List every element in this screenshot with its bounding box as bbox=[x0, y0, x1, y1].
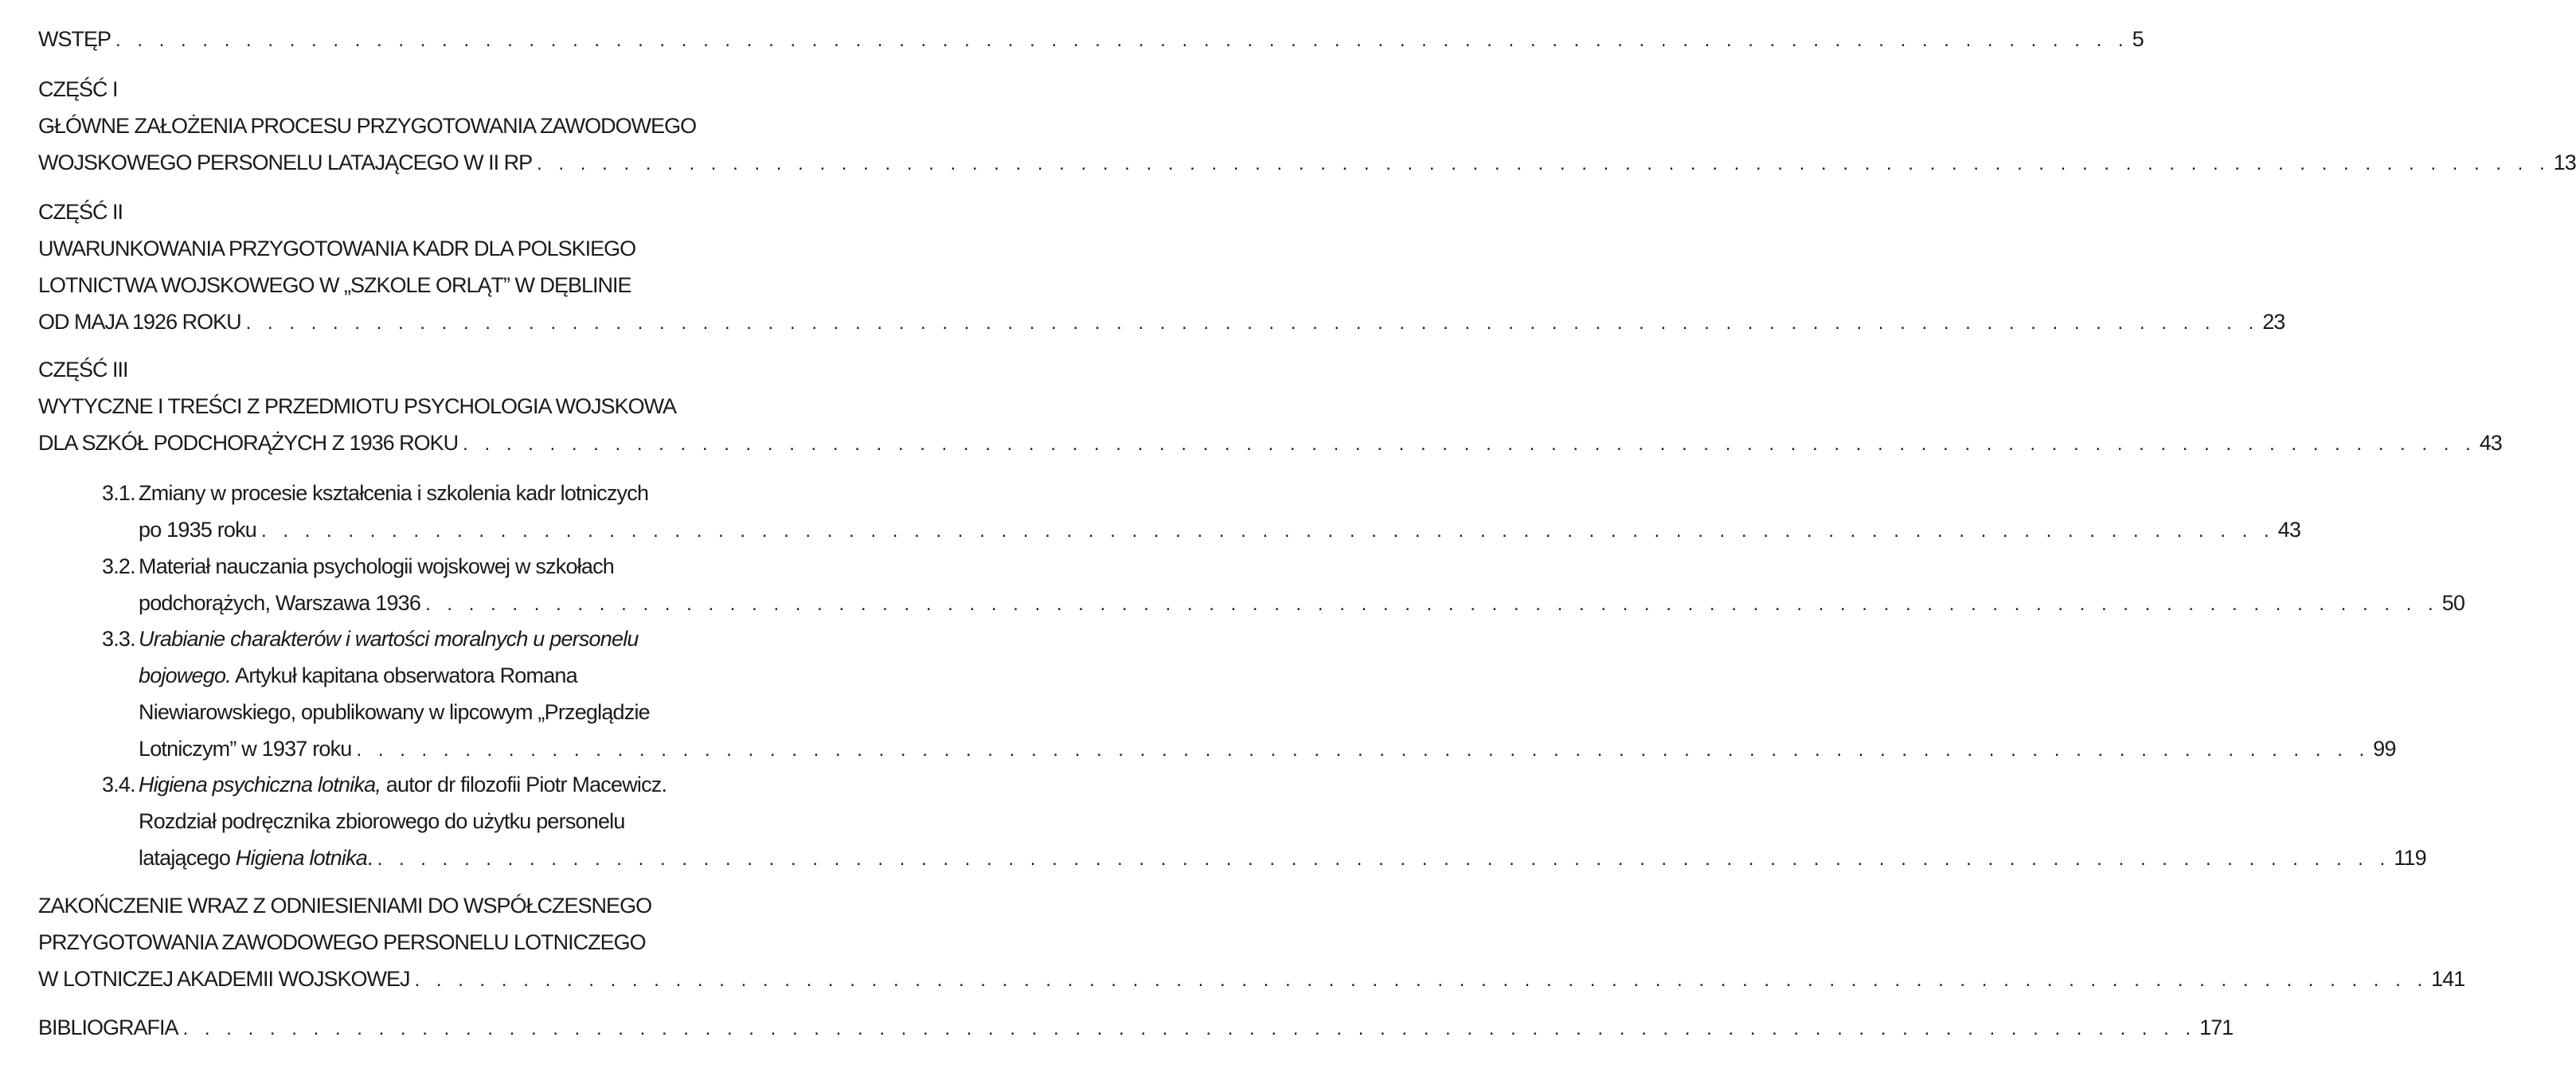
entry-title-line: LOTNICTWA WOJSKOWEGO W „SZKOLE ORLĄT” W DĘBLINIE bbox=[38, 273, 631, 297]
page-number: 43 bbox=[2479, 431, 2502, 455]
dot-leader: . . . . . . . . . . . . . . . . . . . . . . . . . . . . . . . . . . . . . . . . . . . . . . . . . . . . . . . . . . . . . . . . . . . . . . . . . . . . . . . . . . . . . . . . . . . . . bbox=[245, 312, 2260, 334]
toc-line bbox=[102, 585, 2465, 621]
subentry-title-cont: Lotniczym” w 1937 roku bbox=[139, 737, 352, 761]
entry-title-line: DLA SZKÓŁ PODCHORĄŻYCH Z 1936 ROKU bbox=[38, 431, 459, 455]
subentry-title-italic: Urabianie charakterów i wartości moralnych u personelu bbox=[139, 627, 639, 651]
entry-title-line: UWARUNKOWANIA PRZYGOTOWANIA KADR DLA POLSKIEGO bbox=[38, 237, 636, 260]
page-number: 23 bbox=[2262, 310, 2285, 334]
toc-entry-czesc-3[interactable] bbox=[38, 351, 2502, 461]
subentry-number: 3.1. bbox=[102, 481, 135, 505]
dot-leader: . . . . . . . . . . . . . . . . . . . . . . . . . . . . . . . . . . . . . . . . . . . . . . . . . . . . . . . . . . . . . . . . . . . . . . . . . . . . . . . . . . . . . . . . . . . . . bbox=[377, 848, 2391, 870]
dot-leader: . . . . . . . . . . . . . . . . . . . . . . . . . . . . . . . . . . . . . . . . . . . . . . . . . . . . . . . . . . . . . . . . . . . . . . . . . . . . . . . . . . . . . . . . . . . . . bbox=[425, 593, 2439, 615]
entry-title-line: GŁÓWNE ZAŁOŻENIA PROCESU PRZYGOTOWANIA ZAWODOWEGO bbox=[38, 114, 697, 138]
subentry-first-line bbox=[102, 766, 763, 803]
entry-title-line: WOJSKOWEGO PERSONELU LATAJĄCEGO W II RP bbox=[38, 151, 533, 174]
dot-leader: . . . . . . . . . . . . . . . . . . . . . . . . . . . . . . . . . . . . . . . . . . . . . . . . . . . . . . . . . . . . . . . . . . . . . . . . . . . . . . . . . . . . . . . . . . . . . bbox=[182, 1018, 2197, 1039]
toc-line bbox=[38, 1009, 2234, 1046]
dot-leader: . . . . . . . . . . . . . . . . . . . . . . . . . . . . . . . . . . . . . . . . . . . . . . . . . . . . . . . . . . . . . . . . . . . . . . . . . . . . . . . . . . . . . . . . . . . . . bbox=[537, 153, 2551, 174]
toc-entry-czesc-1[interactable] bbox=[38, 71, 2576, 181]
entry-title-line: PRZYGOTOWANIA ZAWODOWEGO PERSONELU LOTNICZEGO bbox=[38, 930, 646, 954]
toc-line bbox=[38, 961, 2465, 997]
page-number: 5 bbox=[2132, 27, 2144, 51]
subentry-text: latającego bbox=[139, 846, 236, 870]
toc-line bbox=[102, 839, 2426, 876]
subentry-title-cont bbox=[139, 839, 373, 876]
subentry-title: Materiał nauczania psychologii wojskowej w szkołach bbox=[139, 554, 614, 578]
toc-entry-zakonczenie[interactable] bbox=[38, 887, 2465, 997]
dot-leader: . . . . . . . . . . . . . . . . . . . . . . . . . . . . . . . . . . . . . . . . . . . . . . . . . . . . . . . . . . . . . . . . . . . . . . . . . . . . . . . . . . . . . . . . . . . . . bbox=[414, 969, 2429, 991]
subentry-number: 3.2. bbox=[102, 554, 135, 578]
dot-leader: . . . . . . . . . . . . . . . . . . . . . . . . . . . . . . . . . . . . . . . . . . . . . . . . . . . . . . . . . . . . . . . . . . . . . . . . . . . . . . . . . . . . . . . . . . . . . bbox=[261, 520, 2275, 542]
subentry-first-line bbox=[102, 475, 763, 511]
toc-entry-bibliografia[interactable] bbox=[38, 1009, 2234, 1046]
subentry-number: 3.4. bbox=[102, 773, 135, 796]
entry-title-line: W LOTNICZEJ AKADEMII WOJSKOWEJ bbox=[38, 967, 410, 991]
toc-line bbox=[38, 21, 2144, 57]
page-number: 13 bbox=[2553, 151, 2576, 174]
subentry-first-line bbox=[102, 548, 763, 585]
toc-line bbox=[38, 303, 2285, 340]
toc-subentry-3-3[interactable] bbox=[102, 620, 2396, 767]
page-number: 99 bbox=[2373, 737, 2396, 761]
subentry-number: 3.3. bbox=[102, 627, 135, 651]
dot-leader: . . . . . . . . . . . . . . . . . . . . . . . . . . . . . . . . . . . . . . . . . . . . . . . . . . . . . . . . . . . . . . . . . . . . . . . . . . . . . . . . . . . . . . . . . . . . . bbox=[356, 739, 2371, 761]
subentry-line: Rozdział podręcznika zbiorowego do użytku personelu bbox=[139, 809, 625, 833]
subentry-text: autor dr filozofii Piotr Macewicz. bbox=[381, 773, 667, 796]
toc-subentry-3-4[interactable] bbox=[102, 766, 2426, 876]
subentry-text: . bbox=[366, 846, 373, 870]
page-number: 141 bbox=[2431, 967, 2465, 991]
part-label: CZĘŚĆ I bbox=[38, 77, 118, 101]
subentry-title-cont: podchorążych, Warszawa 1936 bbox=[139, 591, 421, 615]
subentry-title: Zmiany w procesie kształcenia i szkolenia kadr lotniczych bbox=[139, 481, 649, 505]
toc-subentry-3-1[interactable] bbox=[102, 475, 2301, 548]
toc-line bbox=[102, 511, 2301, 548]
subentry-title-italic: bojowego. bbox=[139, 663, 231, 687]
subentry-title-italic: Higiena lotnika bbox=[235, 846, 367, 870]
subentry-text: Artykuł kapitana obserwatora Romana bbox=[230, 663, 577, 687]
subentry-title-cont: po 1935 roku bbox=[139, 518, 257, 542]
page-number: 50 bbox=[2441, 591, 2465, 615]
toc-line bbox=[38, 144, 2576, 181]
dot-leader: . . . . . . . . . . . . . . . . . . . . . . . . . . . . . . . . . . . . . . . . . . . . . . . . . . . . . . . . . . . . . . . . . . . . . . . . . . . . . . . . . . . . . . . . . . . . . bbox=[115, 29, 2129, 51]
entry-title: WSTĘP bbox=[38, 27, 111, 51]
page-number: 43 bbox=[2277, 518, 2301, 542]
toc-line bbox=[102, 730, 2396, 767]
toc-line bbox=[38, 425, 2502, 461]
toc-subentry-3-2[interactable] bbox=[102, 548, 2465, 621]
toc-entry-czesc-2[interactable] bbox=[38, 194, 2285, 340]
entry-title-line: WYTYCZNE I TREŚCI Z PRZEDMIOTU PSYCHOLOGIA WOJSKOWA bbox=[38, 394, 677, 418]
dot-leader: . . . . . . . . . . . . . . . . . . . . . . . . . . . . . . . . . . . . . . . . . . . . . . . . . . . . . . . . . . . . . . . . . . . . . . . . . . . . . . . . . . . . . . . . . . . . . bbox=[463, 433, 2476, 455]
subentry-first-line bbox=[102, 620, 763, 657]
part-label: CZĘŚĆ III bbox=[38, 358, 128, 382]
subentry-line bbox=[102, 657, 763, 694]
entry-title-line: OD MAJA 1926 ROKU bbox=[38, 310, 241, 334]
part-label: CZĘŚĆ II bbox=[38, 200, 123, 224]
subentry-title-italic: Higiena psychiczna lotnika, bbox=[139, 773, 381, 796]
page-number: 171 bbox=[2199, 1016, 2234, 1039]
entry-title-line: ZAKOŃCZENIE WRAZ Z ODNIESIENIAMI DO WSPÓŁCZESNEGO bbox=[38, 894, 652, 918]
subentry-line: Niewiarowskiego, opublikowany w lipcowym „Przeglądzie bbox=[139, 700, 650, 724]
entry-title: BIBLIOGRAFIA bbox=[38, 1016, 178, 1039]
toc-entry-wstep[interactable] bbox=[38, 21, 2144, 57]
page-number: 119 bbox=[2394, 846, 2426, 870]
